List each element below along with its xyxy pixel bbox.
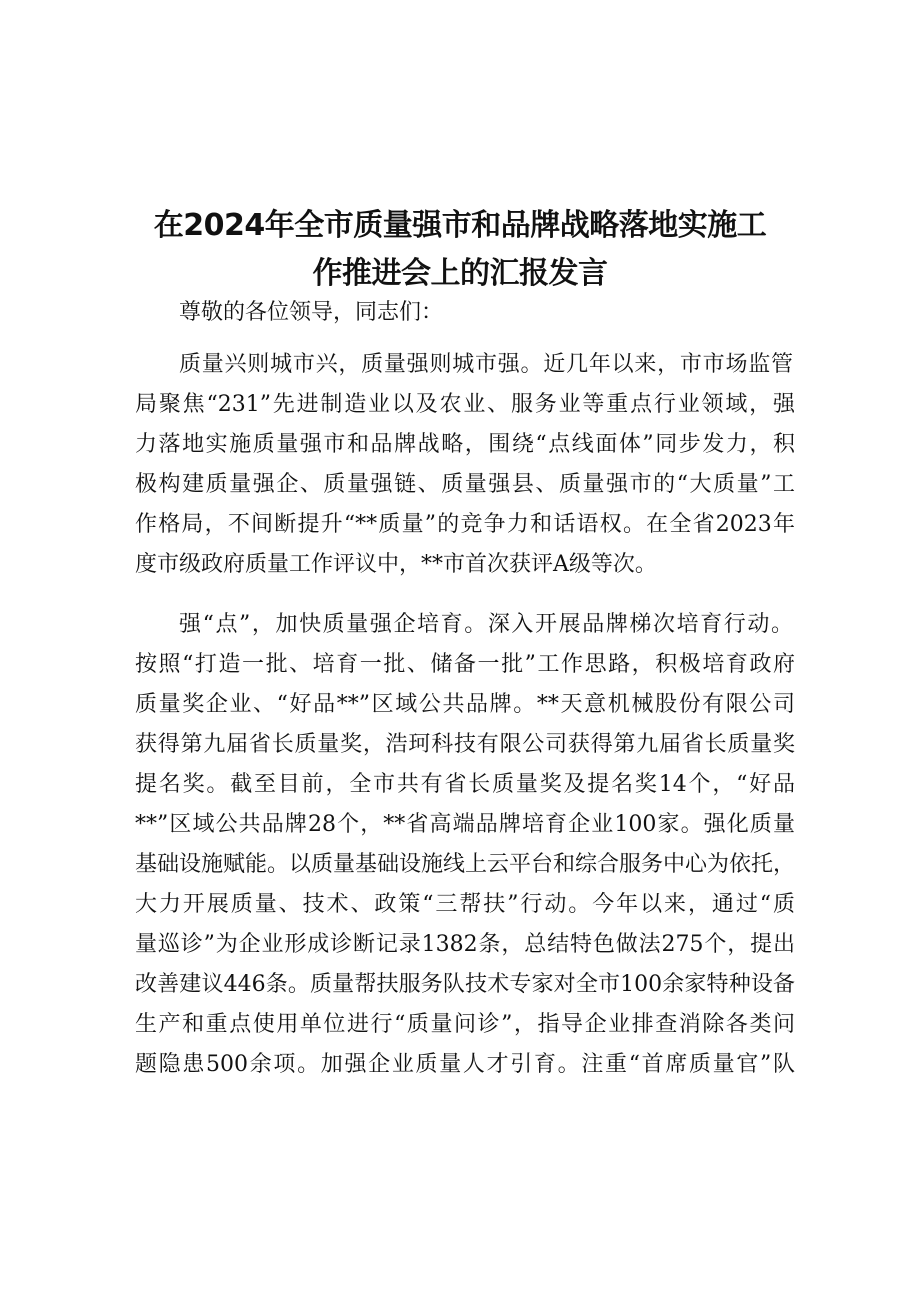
paragraph-line: 大力开展质量、技术、政策“三帮扶”行动。今年以来，通过“质	[135, 892, 795, 917]
paragraph-line: 局聚焦“231”先进制造业以及农业、服务业等重点行业领域，强	[135, 392, 795, 417]
paragraph-line: 改善建议446条。质量帮扶服务队技术专家对全市100余家特种设备	[135, 972, 796, 997]
title-line-2: 作推进会上的汇报发言	[312, 256, 608, 291]
paragraph-line: 基础设施赋能。以质量基础设施线上云平台和综合服务中心为依托，	[135, 852, 796, 877]
paragraph-line: 度市级政府质量工作评议中，**市首次获评A级等次。	[135, 552, 657, 577]
paragraph-line: 质量兴则城市兴，质量强则城市强。近几年以来，市市场监管	[179, 352, 793, 377]
salutation: 尊敬的各位领导，同志们：	[179, 300, 444, 325]
paragraph-line: 按照“打造一批、培育一批、储备一批”工作思路，积极培育政府	[135, 652, 795, 677]
paragraph-line: 题隐患500余项。加强企业质量人才引育。注重“首席质量官”队	[135, 1052, 795, 1077]
paragraph-line: 生产和重点使用单位进行“质量问诊”，指导企业排查消除各类问	[135, 1012, 795, 1037]
paragraph-line: 作格局，不间断提升“**质量”的竞争力和话语权。在全省2023年	[135, 512, 795, 537]
paragraph-line: 质量奖企业、“好品**”区域公共品牌。**天意机械股份有限公司	[135, 692, 795, 717]
paragraph-line: **”区域公共品牌28个，**省高端品牌培育企业100家。强化质量	[135, 812, 795, 837]
paragraph-line: 获得第九届省长质量奖，浩珂科技有限公司获得第九届省长质量奖	[135, 732, 795, 757]
paragraph-line: 力落地实施质量强市和品牌战略，围绕“点线面体”同步发力，积	[135, 432, 795, 457]
paragraph-line: 强“点”，加快质量强企培育。深入开展品牌梯次培育行动。	[179, 612, 793, 637]
paragraph-line: 量巡诊”为企业形成诊断记录1382条，总结特色做法275个，提出	[135, 932, 795, 957]
paragraph-line: 极构建质量强企、质量强链、质量强县、质量强市的“大质量”工	[135, 472, 795, 497]
document-title	[120, 202, 800, 298]
paragraph-line: 提名奖。截至目前，全市共有省长质量奖及提名奖14个，“好品	[135, 772, 795, 797]
title-line-1: 在2024年全市质量强市和品牌战略落地实施工	[153, 208, 767, 243]
